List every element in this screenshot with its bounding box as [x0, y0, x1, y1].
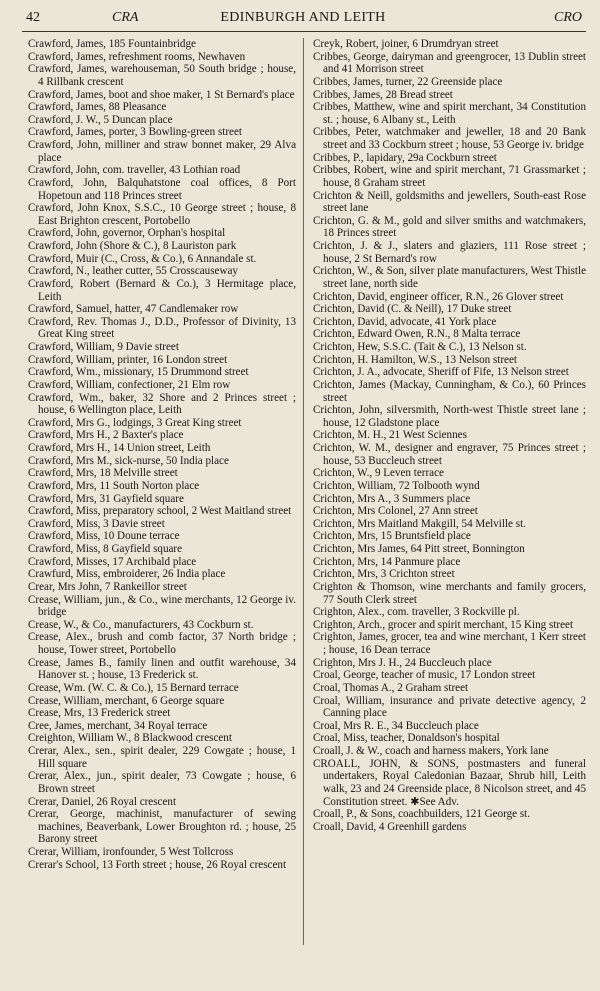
- directory-entry: Crawford, James, 185 Fountainbridge: [28, 38, 196, 50]
- directory-entry: Crawford, Mrs H., 2 Baxter's place: [28, 429, 184, 442]
- directory-entry: Crawford, Mrs, 11 South Norton place: [28, 479, 200, 492]
- directory-entry: Crichton, David (C. & Neill), 17 Duke street: [313, 303, 512, 316]
- directory-entry: Croall, P., & Sons, coachbuilders, 121 George st.: [313, 808, 531, 821]
- directory-entry: Crawford, Mrs H., 14 Union street, Leith: [28, 442, 211, 454]
- column-divider: [303, 38, 304, 945]
- directory-entry: Crawford, Misses, 17 Archibald place: [28, 555, 197, 568]
- directory-entry: Crease, William, jun., & Co., wine merchants, 12 George iv. bridge: [28, 593, 296, 619]
- directory-entry: Cribbes, Matthew, wine and spirit merchant, 34 Constitution st. ; house, 6 Albany st., Leith: [313, 101, 586, 126]
- directory-entry: Crichton, Mrs, 15 Bruntsfield place: [313, 530, 471, 543]
- directory-entry: Crerar, Alex., jun., spirit dealer, 73 Cowgate ; house, 6 Brown street: [28, 770, 296, 795]
- directory-entry: Crawford, Wm., missionary, 15 Drummond street: [28, 366, 249, 379]
- directory-entry: Cribbes, James, turner, 22 Greenside place: [313, 75, 503, 88]
- directory-entry: Cribbes, George, dairyman and greengrocer, 13 Dublin street and 41 Morrison street: [313, 50, 586, 76]
- directory-entry: Crawford, Miss, 10 Doune terrace: [28, 530, 180, 543]
- directory-entry: Crawford, John, milliner and straw bonnet maker, 29 Alva place: [28, 139, 296, 164]
- directory-entry: Crawford, John (Shore & C.), 8 Lauriston park: [28, 240, 237, 252]
- directory-entry: Croal, George, teacher of music, 17 London street: [313, 669, 536, 682]
- directory-entry: Crawford, N., leather cutter, 55 Crosscauseway: [28, 265, 238, 278]
- directory-entry: Crighton & Thomson, wine merchants and family grocers, 77 South Clerk street: [313, 580, 586, 606]
- directory-entry: Crawfurd, Miss, embroiderer, 26 India place: [28, 568, 226, 581]
- right-running-key: CRO: [554, 10, 582, 25]
- directory-entry: Crawford, Mrs, 31 Gayfield square: [28, 492, 184, 505]
- directory-entry: Crawford, Muir (C., Cross, & Co.), 6 Annandale st.: [28, 252, 257, 265]
- directory-entry: Crawford, John, com. traveller, 43 Lothian road: [28, 164, 241, 177]
- directory-entry: Crear, Mrs John, 7 Rankeillor street: [28, 580, 187, 593]
- directory-entry: Crease, Wm. (W. C. & Co.), 15 Bernard terrace: [28, 681, 239, 694]
- directory-entry: Cribbes, P., lapidary, 29a Cockburn street: [313, 151, 497, 164]
- directory-entry: Crichton, David, advocate, 41 York place: [313, 315, 497, 328]
- directory-entry: Crawford, William, confectioner, 21 Elm row: [28, 378, 231, 391]
- directory-entry: Crawford, Miss, preparatory school, 2 West Maitland street: [28, 505, 292, 518]
- directory-entry: Crichton, H. Hamilton, W.S., 13 Nelson street: [313, 353, 517, 366]
- directory-entry: Cribbes, Robert, wine and spirit merchant, 71 Grassmarket ; house, 8 Graham street: [313, 164, 586, 189]
- directory-entry: Crichton, J. & J., slaters and glaziers, 111 Rose street ; house, 2 St Bernard's row: [313, 240, 586, 265]
- directory-entry: Crease, William, merchant, 6 George square: [28, 694, 225, 707]
- directory-entry: Crawford, Rev. Thomas J., D.D., Professor of Divinity, 13 Great King street: [28, 315, 296, 341]
- directory-entry: Crawford, James, 88 Pleasance: [28, 101, 167, 114]
- directory-entry: Crichton, Edward Owen, R.N., 8 Malta terrace: [313, 328, 521, 341]
- directory-entry: Crichton, Mrs Maitland Makgill, 54 Melville st.: [313, 517, 526, 530]
- left-column: [28, 38, 296, 871]
- directory-entry: Crawford, John Knox, S.S.C., 10 George street ; house, 8 East Brighton crescent, Portobello: [28, 202, 296, 227]
- directory-entry: Crerar, Daniel, 26 Royal crescent: [28, 795, 177, 808]
- header-rule: [22, 31, 586, 32]
- directory-entry: Crerar, George, machinist, manufacturer of sewing machines, Beaverbank, Lower Broughton rd. ; house, 25 Barony street: [28, 808, 296, 846]
- directory-entry: Crawford, James, warehouseman, 50 South bridge ; house, 4 Rillbank crescent: [28, 63, 296, 88]
- directory-entry: Crease, Mrs, 13 Frederick street: [28, 707, 171, 720]
- directory-entry: Croal, Thomas A., 2 Graham street: [313, 681, 469, 694]
- directory-entry: Croal, William, insurance and private detective agency, 2 Canning place: [313, 694, 586, 720]
- directory-entry: Crawford, Samuel, hatter, 47 Candlemaker row: [28, 303, 239, 316]
- directory-entry: Crichton, John, silversmith, North-west Thistle street lane ; house, 12 Gladstone place: [313, 404, 586, 429]
- directory-entry: Crighton, Arch., grocer and spirit merchant, 15 King street: [313, 618, 574, 631]
- directory-entry: Cree, James, merchant, 34 Royal terrace: [28, 719, 208, 732]
- directory-entry: Crighton, Mrs J. H., 24 Buccleuch place: [313, 656, 492, 669]
- directory-entry: Crawford, Mrs G., lodgings, 3 Great King street: [28, 416, 242, 429]
- directory-entry: Crichton, M. H., 21 West Sciennes: [313, 429, 467, 442]
- directory-entry: Crawford, Mrs M., sick-nurse, 50 India place: [28, 454, 229, 467]
- right-column: [313, 38, 586, 833]
- directory-entry: Crichton, W., & Son, silver plate manufacturers, West Thistle street lane, north side: [313, 265, 586, 290]
- directory-entry: CROALL, JOHN, & SONS, postmasters and funeral undertakers, Royal Caledonian Bazaar, Shrub hill, Leith walk, 23 and 24 Greenside place, 8 Nicolson street, and 45 Constitution street. ✱See Adv.: [313, 757, 586, 808]
- directory-entry: Crawford, Mrs, 18 Melville street: [28, 467, 178, 480]
- directory-entry: Crawford, James, refreshment rooms, Newhaven: [28, 50, 246, 63]
- page-number: 42: [26, 10, 40, 25]
- directory-entry: Creyk, Robert, joiner, 6 Drumdryan street: [313, 38, 499, 50]
- directory-entry: Crichton, David, engineer officer, R.N., 26 Glover street: [313, 290, 564, 303]
- directory-entry: Crawford, Miss, 8 Gayfield square: [28, 543, 183, 555]
- directory-entry: Crawford, Miss, 3 Davie street: [28, 517, 165, 530]
- directory-entry: Crawford, William, 9 Davie street: [28, 341, 179, 353]
- directory-entry: Crawford, Wm., baker, 32 Shore and 2 Princes street ; house, 6 Wellington place, Leith: [28, 391, 296, 417]
- directory-entry: Crawford, James, boot and shoe maker, 1 St Bernard's place: [28, 88, 295, 101]
- directory-entry: Crawford, William, printer, 16 London street: [28, 353, 228, 366]
- directory-entry: Crichton, Mrs James, 64 Pitt street, Bonnington: [313, 543, 525, 555]
- directory-entry: Crichton, Mrs, 3 Crichton street: [313, 568, 455, 581]
- directory-entry: Crawford, Robert (Bernard & Co.), 3 Hermitage place, Leith: [28, 277, 296, 303]
- directory-entry: Crerar, Alex., sen., spirit dealer, 229 Cowgate ; house, 1 Hill square: [28, 745, 296, 770]
- directory-entry: Crichton, James (Mackay, Cunningham, & Co.), 60 Princes street: [313, 378, 586, 404]
- page-header: [20, 10, 586, 28]
- directory-entry: Crichton, W., 9 Leven terrace: [313, 467, 444, 480]
- directory-entry: Crerar, William, ironfounder, 5 West Tollcross: [28, 846, 234, 858]
- directory-entry: Crichton, Hew, S.S.C. (Tait & C.), 13 Nelson st.: [313, 341, 527, 353]
- directory-entry: Crease, James B., family linen and outfit warehouse, 34 Hanover st. ; house, 13 Frederick st.: [28, 656, 296, 682]
- directory-entry: Crichton, J. A., advocate, Sheriff of Fife, 13 Nelson street: [313, 366, 569, 379]
- directory-entry: Croal, Miss, teacher, Donaldson's hospital: [313, 732, 500, 745]
- directory-entry: Crichton, W. M., designer and engraver, 75 Princes street ; house, 53 Buccleuch street: [313, 442, 586, 467]
- directory-entry: Crichton & Neill, goldsmiths and jewellers, South-east Rose street lane: [313, 189, 586, 215]
- directory-entry: Crerar's School, 13 Forth street ; house, 26 Royal crescent: [28, 858, 287, 871]
- directory-entry: Crichton, William, 72 Tolbooth wynd: [313, 479, 480, 492]
- directory-entry: Creighton, William W., 8 Blackwood crescent: [28, 732, 232, 745]
- directory-entry: Crawford, John, governor, Orphan's hospital: [28, 227, 226, 240]
- directory-entry: Crease, Alex., brush and comb factor, 37 North bridge ; house, Tower street, Portobello: [28, 631, 296, 656]
- left-running-key: CRA: [112, 10, 139, 25]
- directory-entry: Cribbes, Peter, watchmaker and jeweller, 18 and 20 Bank street and 33 Cockburn street ; house, 53 George iv. bridge: [313, 126, 586, 151]
- directory-entry: Crichton, Mrs A., 3 Summers place: [313, 492, 471, 505]
- directory-entry: Crichton, Mrs Colonel, 27 Ann street: [313, 505, 478, 518]
- directory-entry: Croal, Mrs R. E., 34 Buccleuch place: [313, 719, 479, 732]
- page-title: EDINBURGH AND LEITH: [220, 10, 386, 25]
- directory-entry: Cribbes, James, 28 Bread street: [313, 88, 453, 101]
- directory-entry: Crichton, Mrs, 14 Panmure place: [313, 555, 461, 568]
- directory-entry: Crease, W., & Co., manufacturers, 43 Cockburn st.: [28, 618, 254, 631]
- directory-entry: Crighton, James, grocer, tea and wine merchant, 1 Kerr street ; house, 16 Dean terrace: [313, 631, 586, 656]
- directory-entry: Crichton, G. & M., gold and silver smiths and watchmakers, 18 Princes street: [313, 214, 586, 240]
- directory-entry: Crawford, J. W., 5 Duncan place: [28, 113, 173, 126]
- directory-entry: Crawford, James, porter, 3 Bowling-green street: [28, 126, 242, 139]
- directory-entry: Crawford, John, Balquhatstone coal offices, 8 Port Hopetoun and 118 Princes street: [28, 176, 296, 202]
- directory-entry: Croall, J. & W., coach and harness makers, York lane: [313, 745, 549, 757]
- directory-entry: Crighton, Alex., com. traveller, 3 Rockville pl.: [313, 606, 520, 619]
- directory-entry: Croall, David, 4 Greenhill gardens: [313, 820, 467, 833]
